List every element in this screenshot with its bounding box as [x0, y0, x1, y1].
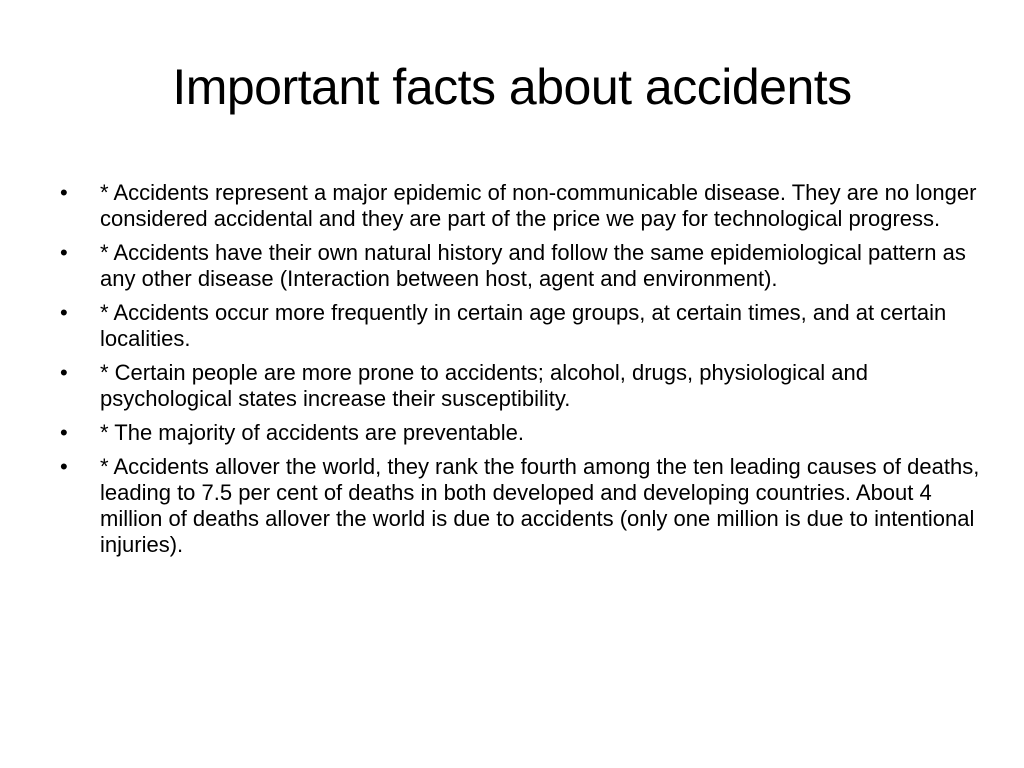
bullet-dot-icon: •	[60, 420, 68, 445]
bullet-text: * Accidents allover the world, they rank the fourth among the ten leading causes of deaths, leading to 7.5 per cent of deaths in both developed and developing countries. About 4 million of deaths allover the world is due to accidents (only one million is due to intentional injuries).	[100, 454, 980, 557]
bullet-item-6	[60, 454, 980, 558]
bullet-text: * The majority of accidents are preventable.	[100, 420, 524, 445]
bullet-list	[60, 180, 980, 566]
bullet-text: * Certain people are more prone to accidents; alcohol, drugs, physiological and psychological states increase their susceptibility.	[100, 360, 869, 411]
bullet-item-4	[60, 360, 980, 412]
bullet-dot-icon: •	[60, 300, 68, 325]
bullet-text: * Accidents represent a major epidemic of non-communicable disease. They are no longer considered accidental and they are part of the price we pay for technological progress.	[100, 180, 977, 231]
bullet-item-5	[60, 420, 980, 446]
bullet-dot-icon: •	[60, 360, 68, 385]
bullet-item-3	[60, 300, 980, 352]
bullet-dot-icon: •	[60, 454, 68, 479]
bullet-item-2	[60, 240, 980, 292]
bullet-dot-icon: •	[60, 240, 68, 265]
bullet-item-1	[60, 180, 980, 232]
slide-title: Important facts about accidents	[172, 59, 852, 115]
bullet-dot-icon: •	[60, 180, 68, 205]
bullet-text: * Accidents occur more frequently in certain age groups, at certain times, and at certain localities.	[100, 300, 947, 351]
bullet-text: * Accidents have their own natural history and follow the same epidemiological pattern as any other disease (Interaction between host, agent and environment).	[100, 240, 966, 291]
